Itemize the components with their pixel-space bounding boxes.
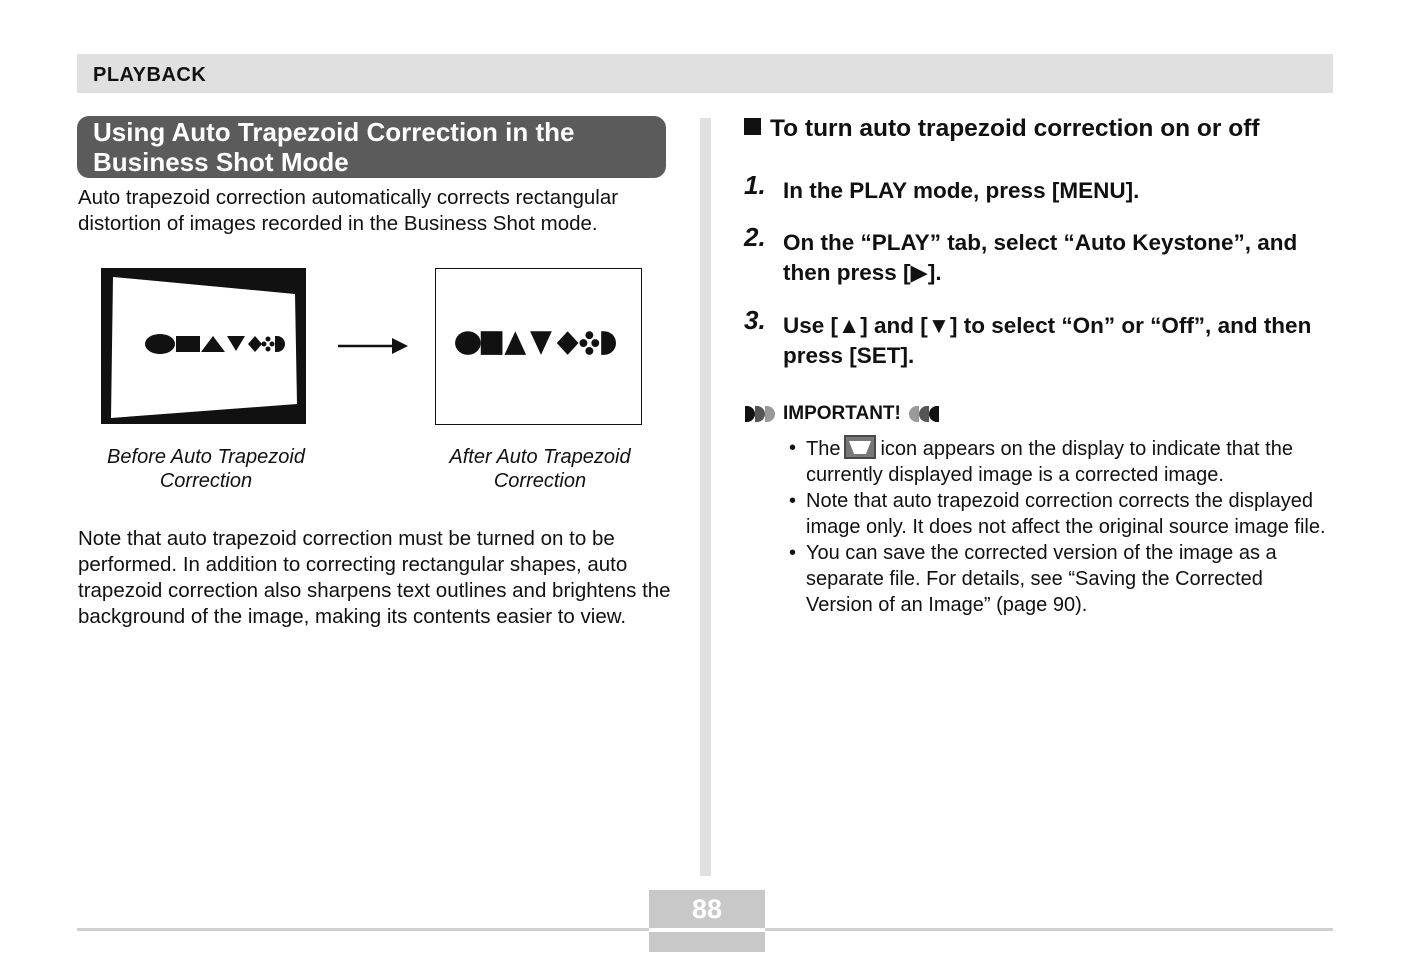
caption-before: Before Auto Trapezoid Correction: [107, 446, 305, 492]
trapezoid-correction-icon: [844, 435, 876, 459]
square-bullet-icon: [744, 118, 761, 135]
section-header-band: [77, 54, 1333, 93]
after-correction-illustration: [435, 268, 642, 425]
step-text: In the PLAY mode, press [MENU].: [783, 178, 1140, 203]
bullet-text: icon appears on the display to indicate that the currently displayed image is a corrected image.: [806, 438, 1293, 486]
step-number: 3.: [744, 305, 766, 335]
step-number: 1.: [744, 170, 766, 200]
important-notes: [789, 435, 1329, 618]
list-item: • You can save the corrected version of the image as a separate file. For details, see “Saving the Corrected Version of an Image” (page 90).: [789, 540, 1329, 618]
list-item: • Note that auto trapezoid correction corrects the displayed image only. It does not affect the original source image file.: [789, 488, 1329, 540]
important-heading: [744, 401, 940, 427]
page-box-stripe: [649, 928, 765, 932]
step-text: On the “PLAY” tab, select “Auto Keystone”, and then press [▶].: [783, 230, 1298, 285]
important-label: IMPORTANT!: [783, 403, 901, 424]
step-text: Use [▲] and [▼] to select “On” or “Off”, and then press [SET].: [783, 313, 1312, 368]
page-number-box: [649, 890, 765, 952]
list-item: [789, 435, 1329, 488]
right-arrow-icon: [338, 335, 408, 357]
before-correction-illustration: [101, 268, 306, 424]
section-label: PLAYBACK: [93, 64, 207, 86]
step-number: 2.: [744, 222, 766, 252]
procedure-heading-text: To turn auto trapezoid correction on or off: [770, 115, 1260, 142]
note-paragraph: Note that auto trapezoid correction must be turned on to be performed. In addition to correcting rectangular shapes, auto trapezoid correction also sharpens text outlines and brightens the background of the image, making its contents easier to view.: [78, 527, 671, 628]
caption-after: After Auto Trapezoid Correction: [449, 446, 631, 492]
section-title: Using Auto Trapezoid Correction in the Business Shot Mode: [77, 116, 666, 178]
bullet-text: The: [806, 438, 841, 460]
page-number: 88: [691, 894, 723, 924]
important-marker-right-icon: [908, 405, 940, 423]
important-marker-left-icon: [744, 405, 776, 423]
intro-paragraph: Auto trapezoid correction automatically corrects rectangular distortion of images recorded in the Business Shot mode.: [78, 186, 619, 235]
column-divider: [700, 118, 711, 876]
procedure-heading: [744, 114, 1344, 144]
